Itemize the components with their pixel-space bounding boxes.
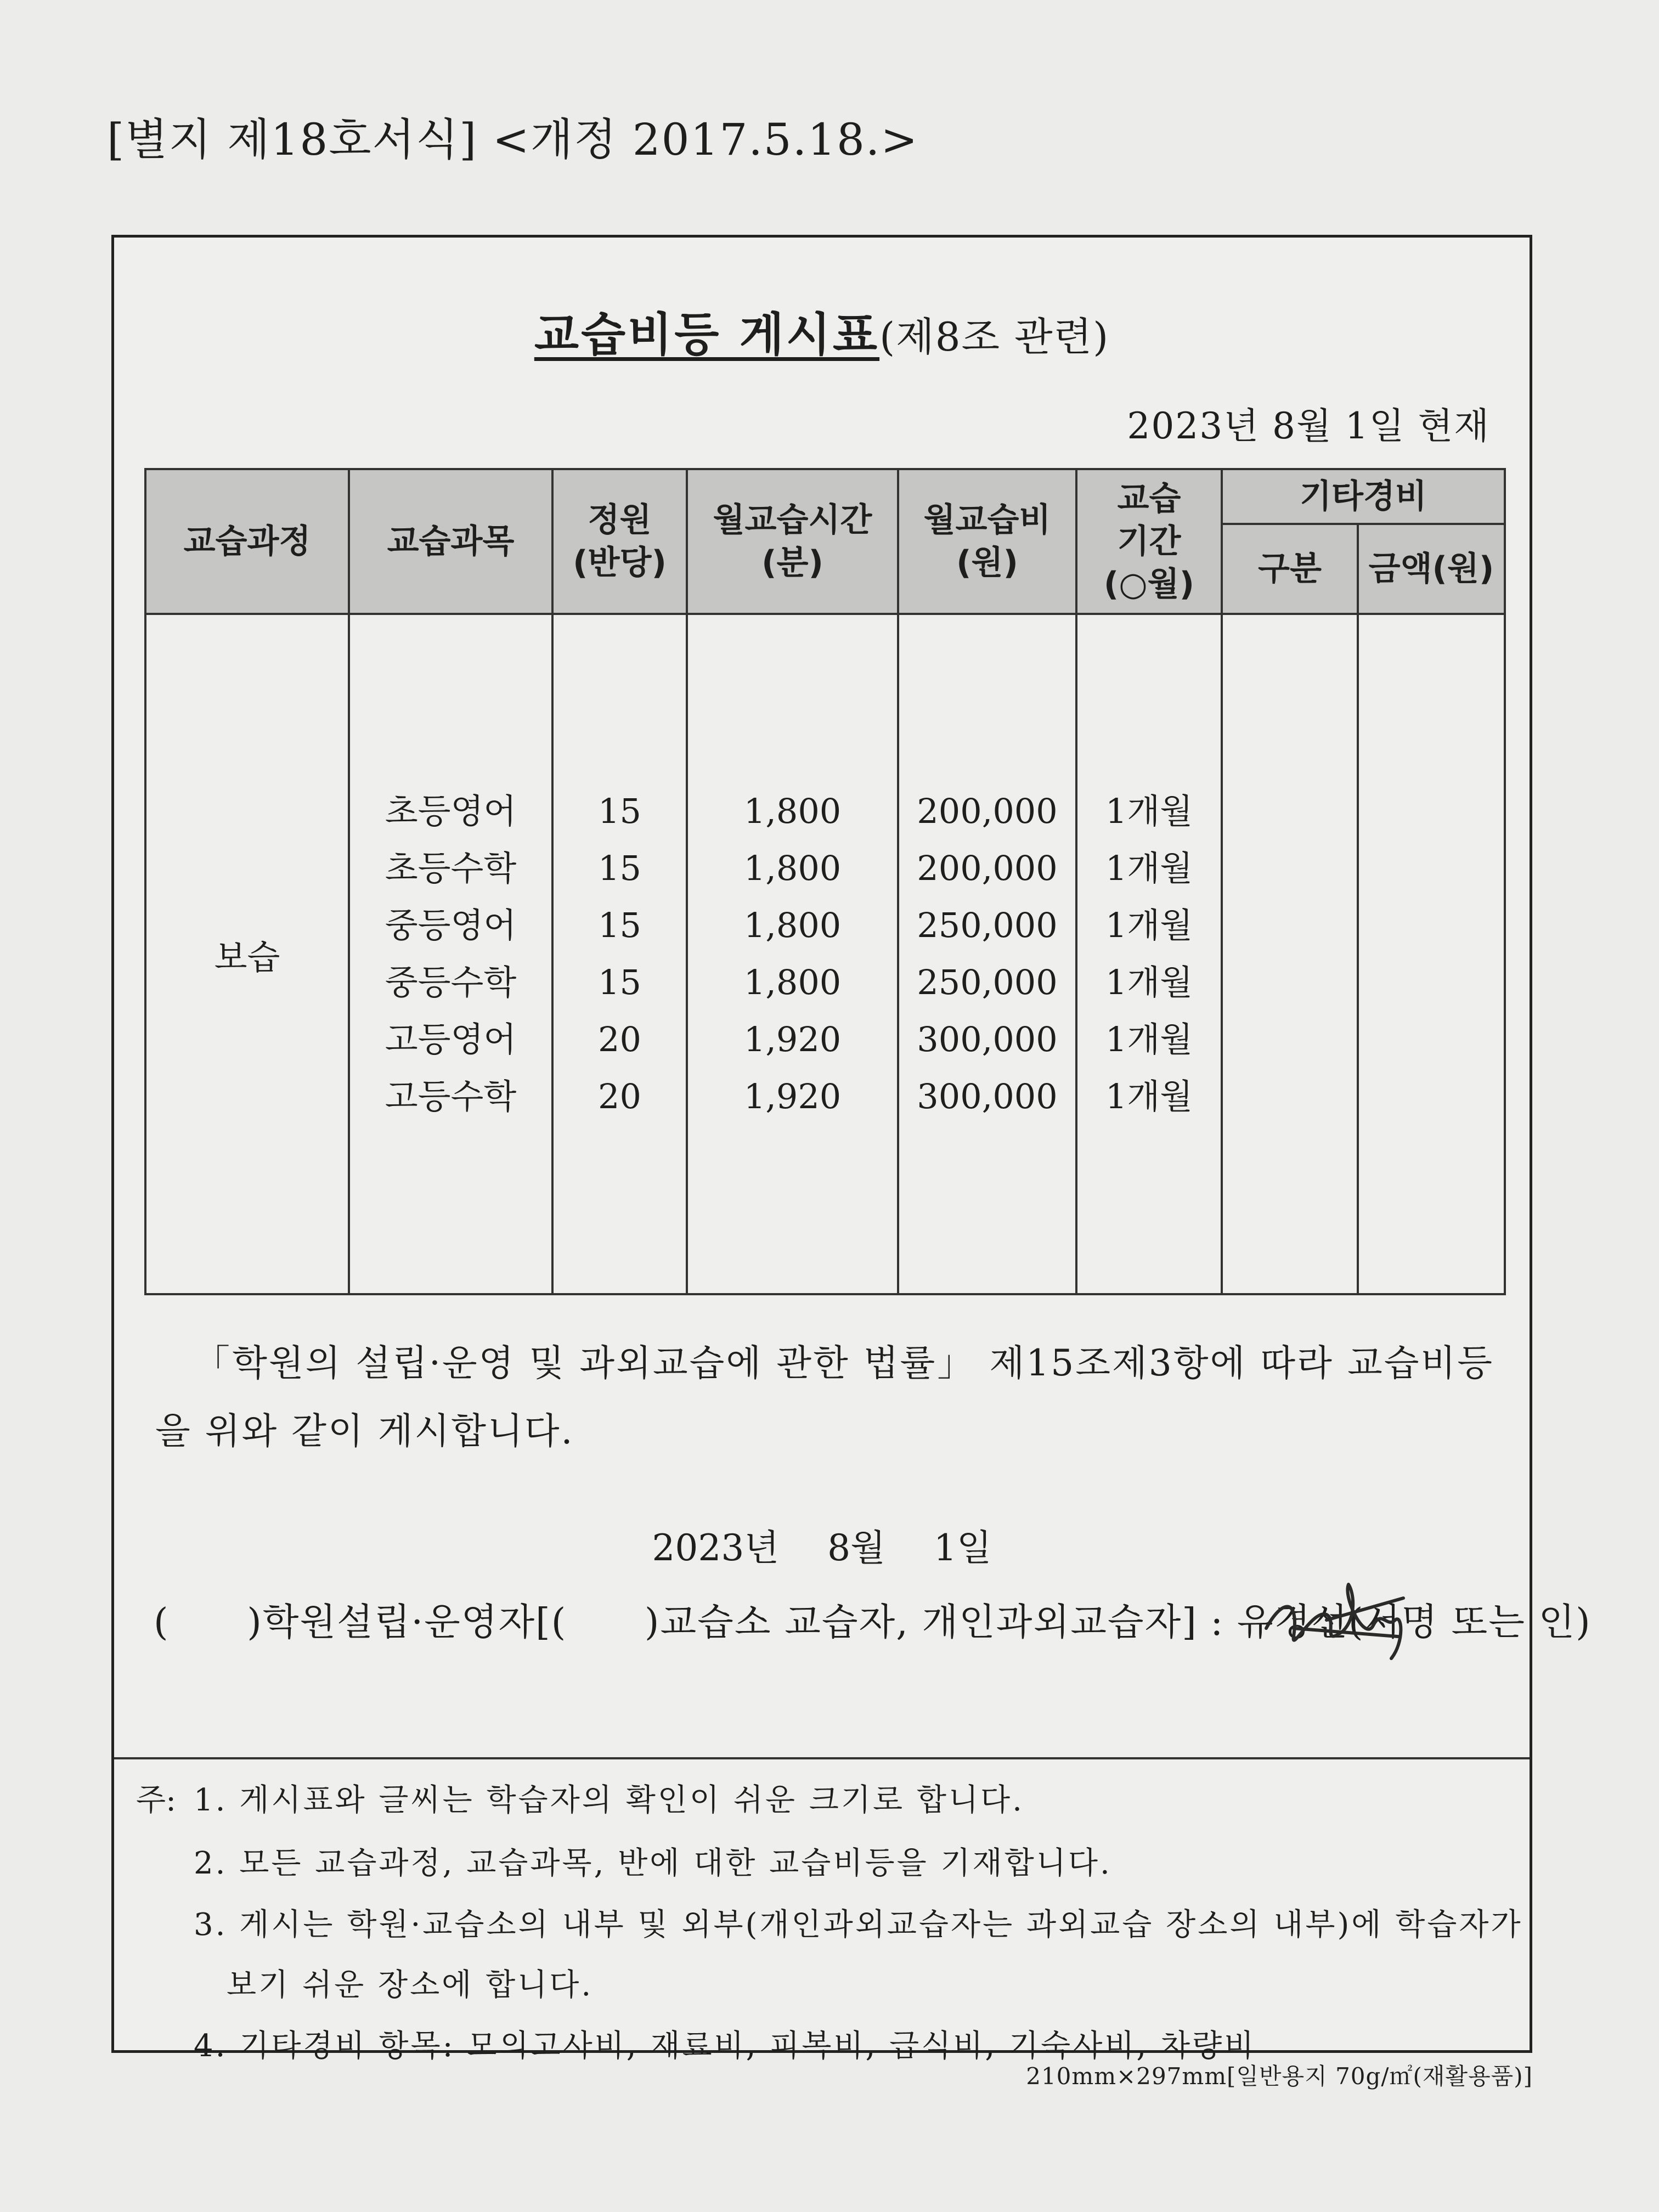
header-period: 교습 기간 (○월) <box>1076 469 1222 614</box>
period-column <box>1076 614 1222 1294</box>
page-title: 교습비등 게시표 <box>534 308 880 362</box>
header-other-amount: 금액(원) <box>1358 524 1505 614</box>
note-item: 4. 기타경비 항목: 모의고사비, 재료비, 피복비, 급식비, 기숙사비, 차량비 <box>194 2028 1256 2064</box>
period-value: 1개월 <box>1105 1076 1193 1116</box>
title-block <box>114 298 1530 364</box>
course-name: 보습 <box>214 936 280 977</box>
note-item: 1. 게시표와 글씨는 학습자의 확인이 쉬운 크기로 합니다. <box>194 1782 1024 1818</box>
note-item: 2. 모든 교습과정, 교습과목, 반에 대한 교습비등을 기재합니다. <box>194 1846 1112 1881</box>
monthly-fee-column <box>898 614 1076 1294</box>
notes-section <box>114 1757 1530 2064</box>
period-value: 1개월 <box>1105 791 1193 831</box>
subject-value: 초등수학 <box>385 848 517 888</box>
minutes-value: 1,800 <box>743 905 842 945</box>
minutes-value: 1,800 <box>743 791 842 831</box>
capacity-value: 15 <box>598 905 641 945</box>
header-other-expenses: 기타경비 <box>1222 469 1505 524</box>
minutes-value: 1,920 <box>743 1076 842 1116</box>
header-course: 교습과정 <box>145 469 349 614</box>
handwritten-signature <box>1261 1576 1414 1664</box>
fee-value: 300,000 <box>917 1019 1058 1059</box>
capacity-value: 15 <box>598 848 641 888</box>
paper-spec: 210mm×297mm[일반용지 70g/㎡(재활용품)] <box>1026 2063 1533 2090</box>
course-cell <box>145 614 349 1294</box>
period-value: 1개월 <box>1105 848 1193 888</box>
sign-date-year: 2023년 <box>652 1527 780 1569</box>
header-subject: 교습과목 <box>349 469 552 614</box>
sign-date-month: 8월 <box>827 1527 885 1569</box>
header-monthly-hours: 월교습시간 (분) <box>687 469 898 614</box>
signer-line: ( )학원설립·운영자[( )교습소 교습자, 개인과외교습자] : 유경선(서명 또는 인) <box>154 1601 1592 1644</box>
sign-date-day: 1일 <box>933 1527 992 1569</box>
other-category-column <box>1222 614 1358 1294</box>
capacity-value: 15 <box>598 791 641 831</box>
subject-value: 고등영어 <box>385 1019 517 1059</box>
minutes-value: 1,920 <box>743 1019 842 1059</box>
note-item: 보기 쉬운 장소에 합니다. <box>227 1967 594 2003</box>
fee-value: 300,000 <box>917 1076 1058 1116</box>
period-value: 1개월 <box>1105 905 1193 945</box>
header-other-category: 구분 <box>1222 524 1358 614</box>
capacity-column <box>552 614 687 1294</box>
period-value: 1개월 <box>1105 1019 1193 1059</box>
fee-value: 250,000 <box>917 962 1058 1002</box>
notice-text: 「학원의 설립·운영 및 과외교습에 관한 법률」 제15조제3항에 따라 교습비등을 위와 같이 게시합니다. <box>155 1342 1494 1452</box>
minutes-value: 1,800 <box>743 962 842 1002</box>
sign-date <box>114 1519 1530 1571</box>
fee-value: 200,000 <box>917 848 1058 888</box>
form-number-header: [별지 제18호서식] <개정 2017.5.18.> <box>107 114 919 165</box>
minutes-value: 1,800 <box>743 848 842 888</box>
header-capacity: 정원 (반당) <box>552 469 687 614</box>
monthly-hours-column <box>687 614 898 1294</box>
form-frame <box>111 235 1592 2064</box>
subject-value: 고등수학 <box>385 1076 517 1116</box>
other-amount-column <box>1358 614 1505 1294</box>
subject-value: 중등영어 <box>385 905 517 945</box>
capacity-value: 15 <box>598 962 641 1002</box>
fee-value: 200,000 <box>917 791 1058 831</box>
subject-value: 중등수학 <box>385 962 517 1002</box>
header-monthly-fee: 월교습비 (원) <box>898 469 1076 614</box>
fee-value: 250,000 <box>917 905 1058 945</box>
period-value: 1개월 <box>1105 962 1193 1002</box>
subject-value: 초등영어 <box>385 791 517 831</box>
notes-label: 주: <box>136 1782 176 1818</box>
capacity-value: 20 <box>598 1019 641 1059</box>
as-of-date: 2023년 8월 1일 현재 <box>1127 405 1490 447</box>
page-subtitle: (제8조 관련) <box>879 314 1110 360</box>
subject-column <box>349 614 552 1294</box>
capacity-value: 20 <box>598 1076 641 1116</box>
fee-table <box>144 468 1506 1295</box>
note-item: 3. 게시는 학원·교습소의 내부 및 외부(개인과외교습자는 과외교습 장소의 내부)에 학습자가 <box>194 1907 1523 1943</box>
